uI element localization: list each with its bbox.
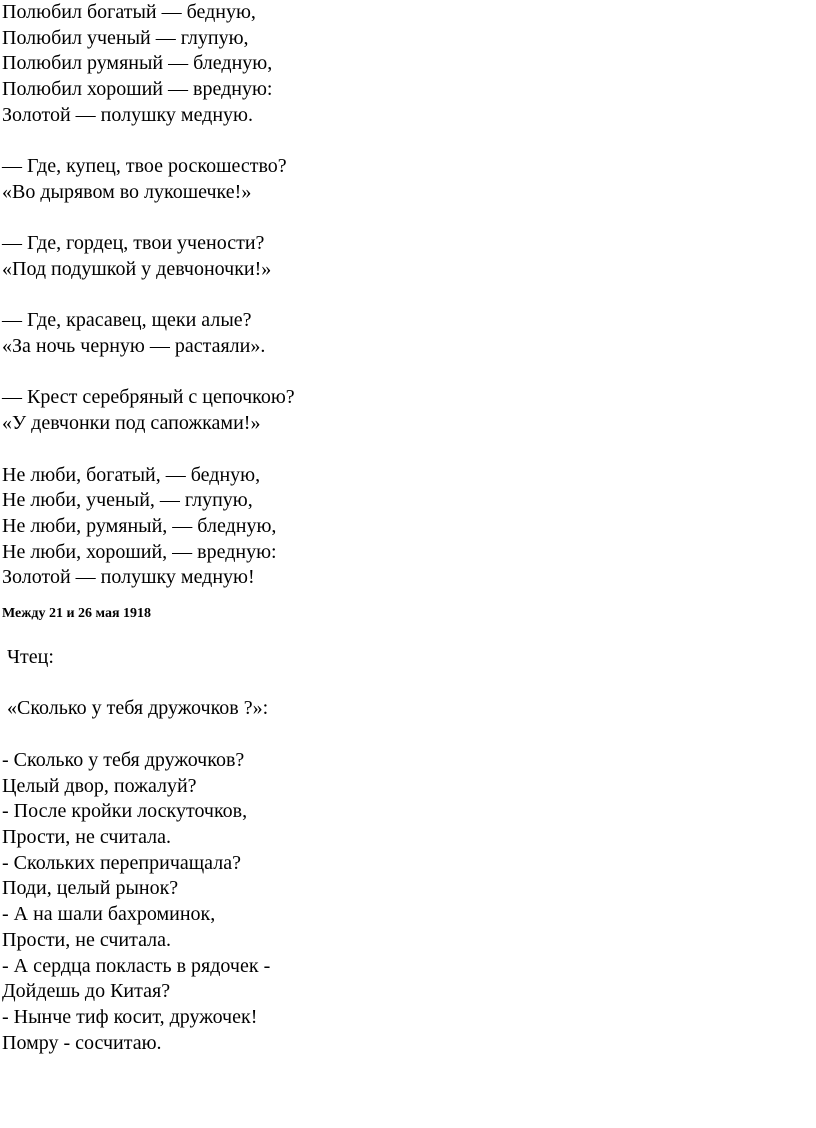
poem-line: Поди, целый рынок? [2,877,179,900]
poem-line: Прости, не считала. [2,928,171,951]
poem-line: Полюбил хороший — вредную: [2,78,273,101]
poem1-stanza-4 [2,308,816,359]
stanza-gap [2,360,816,386]
poem1-stanza-1 [2,0,816,129]
poem-line: - А сердца покласть в рядочек - [2,954,271,977]
poem1-stanza-3 [2,231,816,282]
stanza-gap [2,129,816,155]
poem-line: — Крест серебряный с цепочкою? [2,386,295,409]
poem-line: Целый двор, пожалуй? [2,774,197,797]
poem1-stanza-5 [2,385,816,436]
poem-line: - А на шали бахроминок, [2,903,216,926]
poem-line: Полюбил румяный — бледную, [2,52,273,75]
poem1-stanza-6 [2,463,816,592]
stanza-gap [2,206,816,232]
poem-line: «За ночь черную — растаяли». [2,335,266,358]
stanza-gap [2,722,816,748]
poem2-title: «Сколько у тебя дружочков ?»: [7,697,269,720]
poem-line: — Где, купец, твое роскошество? [2,155,287,178]
poem-line: - Скольких перепричащала? [2,851,241,874]
poem-line: Дойдешь до Китая? [2,980,171,1003]
poem-line: Полюбил ученый — глупую, [2,26,249,49]
reader-label: Чтец: [7,646,54,669]
poem-line: - Сколько у тебя дружочков? [2,748,245,771]
poem-line: Не люби, богатый, — бедную, [2,463,261,486]
poem-date: Между 21 и 26 мая 1918 [2,606,152,622]
poem-line: «Во дырявом во лукошечке!» [2,180,252,203]
poem-line: «Под подушкой у девчоночки!» [2,258,272,280]
poem-line: «У девчонки под сапожками!» [2,412,261,435]
stanza-gap [2,437,816,463]
poem-line: — Где, гордец, твои учености? [2,232,265,255]
poem-line: Помру - сосчитаю. [2,1031,162,1054]
poem-line: — Где, красавец, щеки алые? [2,309,252,332]
poem-line: Не люби, ученый, — глупую, [2,489,253,512]
poem-line: Не люби, румяный, — бледную, [2,514,277,537]
poem-line: Не люби, хороший, — вредную: [2,540,277,563]
poem1-stanza-2 [2,154,816,205]
poem-line: - После кройки лоскуточков, [2,800,248,823]
poem-line: Полюбил богатый — бедную, [2,1,256,23]
stanza-gap [2,671,816,697]
poem-line: Золотой — полушку медную. [2,103,253,126]
poem-line: Прости, не считала. [2,825,171,848]
poem2-body [2,748,816,1056]
stanza-gap [2,283,816,309]
poem-line: - Нынче тиф косит, дружочек! [2,1005,258,1028]
poem-line: Золотой — полушку медную! [2,566,255,589]
